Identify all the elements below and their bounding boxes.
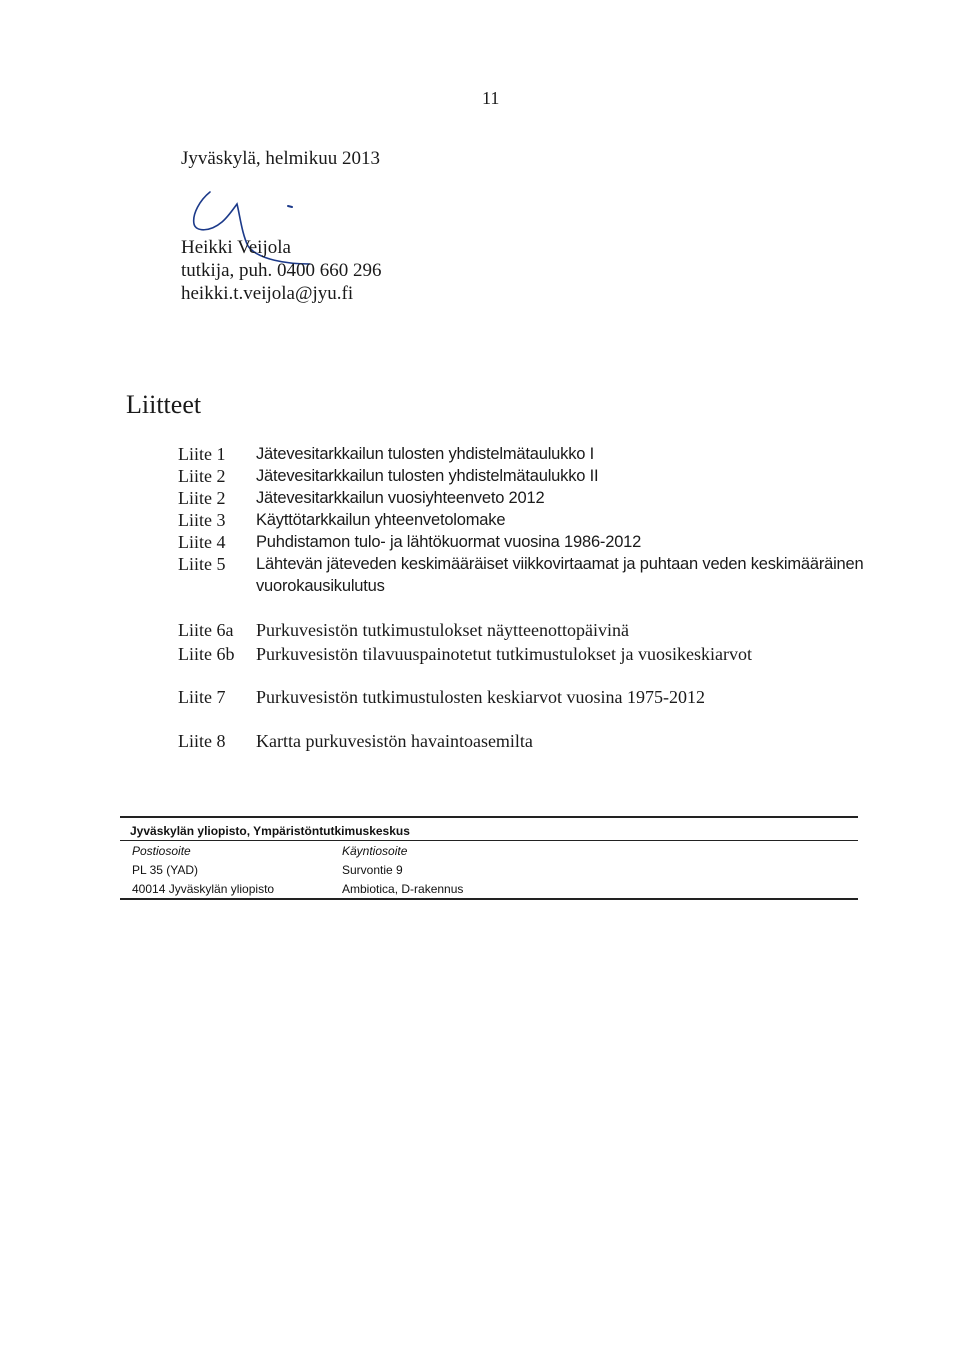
footer-address-block	[120, 816, 858, 900]
attachment-code: Liite 6b	[178, 644, 235, 664]
attachment-title: Purkuvesistön tutkimustulokset näytteenottopäivinä	[256, 620, 629, 640]
footer-bottom-rule	[120, 898, 858, 900]
attachments-heading: Liitteet	[126, 390, 202, 419]
attachment-title: Purkuvesistön tutkimustulosten keskiarvot vuosina 1975-2012	[256, 687, 705, 707]
attachment-code: Liite 5	[178, 554, 226, 574]
attachment-title: Jätevesitarkkailun vuosiyhteenveto 2012	[256, 489, 545, 507]
attachment-code: Liite 8	[178, 731, 226, 751]
attachment-code: Liite 6a	[178, 620, 234, 640]
attachment-title: Puhdistamon tulo- ja lähtökuormat vuosina 1986-2012	[256, 533, 642, 551]
attachment-code: Liite 1	[178, 444, 226, 464]
footer-heading-row	[120, 841, 858, 860]
attachment-code: Liite 3	[178, 510, 226, 530]
attachment-code: Liite 7	[178, 687, 226, 707]
footer-row	[120, 860, 858, 879]
postal-address-heading: Postiosoite	[132, 844, 191, 858]
attachment-code: Liite 2	[178, 488, 226, 508]
author-name: Heikki Veijola	[181, 237, 291, 258]
author-title: tutkija, puh. 0400 660 296	[181, 260, 382, 281]
place-date: Jyväskylä, helmikuu 2013	[181, 148, 380, 169]
visiting-address-heading: Käyntiosoite	[342, 844, 408, 858]
visiting-address-line: Survontie 9	[342, 863, 403, 877]
attachment-title: Jätevesitarkkailun tulosten yhdistelmätaulukko II	[256, 467, 599, 485]
attachment-code: Liite 4	[178, 532, 226, 552]
attachment-code: Liite 2	[178, 466, 226, 486]
footer-row	[120, 879, 858, 898]
author-email: heikki.t.veijola@jyu.fi	[181, 283, 354, 304]
footer-organization: Jyväskylän yliopisto, Ympäristöntutkimuskeskus	[130, 823, 410, 838]
attachment-title: Kartta purkuvesistön havaintoasemilta	[256, 731, 533, 751]
attachment-title: Jätevesitarkkailun tulosten yhdistelmätaulukko I	[256, 445, 594, 463]
author-block	[181, 236, 382, 305]
visiting-address-line: Ambiotica, D-rakennus	[342, 882, 464, 896]
page-number: 11	[482, 88, 500, 108]
postal-address-line: PL 35 (YAD)	[132, 863, 199, 877]
postal-address-line: 40014 Jyväskylän yliopisto	[132, 882, 275, 896]
attachment-title: Käyttötarkkailun yhteenvetolomake	[256, 511, 506, 529]
attachment-title: Lähtevän jäteveden keskimääräiset viikkovirtaamat ja puhtaan veden keskimääräinen vuorokausikulutus	[256, 555, 864, 595]
attachment-title: Purkuvesistön tilavuuspainotetut tutkimustulokset ja vuosikeskiarvot	[256, 644, 752, 664]
